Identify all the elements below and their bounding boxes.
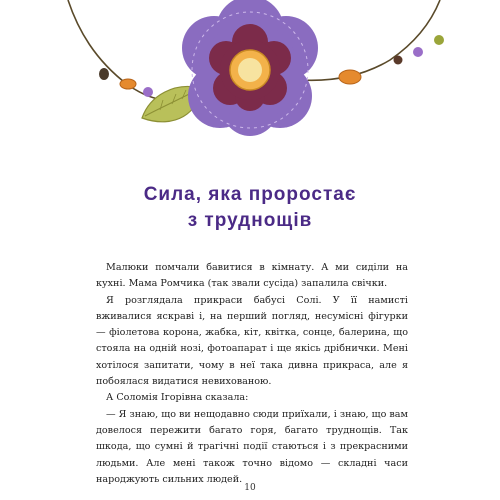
bead-purple: [143, 87, 153, 97]
bead-orange: [120, 79, 136, 89]
paragraph: — Я знаю, що ви нещодавно сюди приїхали, і знаю, що вам довелося пережити багато горя, багато труднощів. Так шкода, що сумні й трагічні події стаються і з прекрасними людьми. Але мені також точно відомо — складні часи народжують сильних людей.: [96, 408, 408, 485]
chapter-title-line-1: Сила, яка проростає: [143, 184, 357, 205]
bead-orange-right: [339, 70, 361, 84]
paragraph: Я розглядала прикраси бабусі Солі. У її намисті вживалися яскраві і, на перший погляд, несумісні фігурки — фіолетова корона, жабка, кіт, квітка, сонце, балерина, що стояла на одній нозі, фотоапарат і ще якісь дрібнички. Мені хотілося запитати, чому в неї така дивна прикраса, але я побоялася видатися невихованою.: [96, 294, 408, 388]
bead-dark-right: [394, 56, 403, 65]
bead-green: [434, 35, 444, 45]
paragraph: А Соломія Ігорівна сказала:: [106, 392, 249, 404]
necklace-svg: [0, 0, 500, 150]
paragraph: Малюки помчали бавитися в кімнату. А ми сиділи на кухні. Мама Ромчика (так звали сусіда) запалила свічки.: [96, 262, 408, 290]
bead-dark: [99, 68, 109, 80]
bead-purple-right: [413, 47, 423, 57]
page-number: 10: [244, 483, 256, 493]
necklace-cord-right: [300, 0, 440, 80]
flower-center: [238, 58, 262, 82]
body-text: [96, 260, 408, 488]
flower-necklace-illustration: [0, 0, 500, 150]
chapter-title-line-2: з труднощів: [187, 210, 313, 231]
